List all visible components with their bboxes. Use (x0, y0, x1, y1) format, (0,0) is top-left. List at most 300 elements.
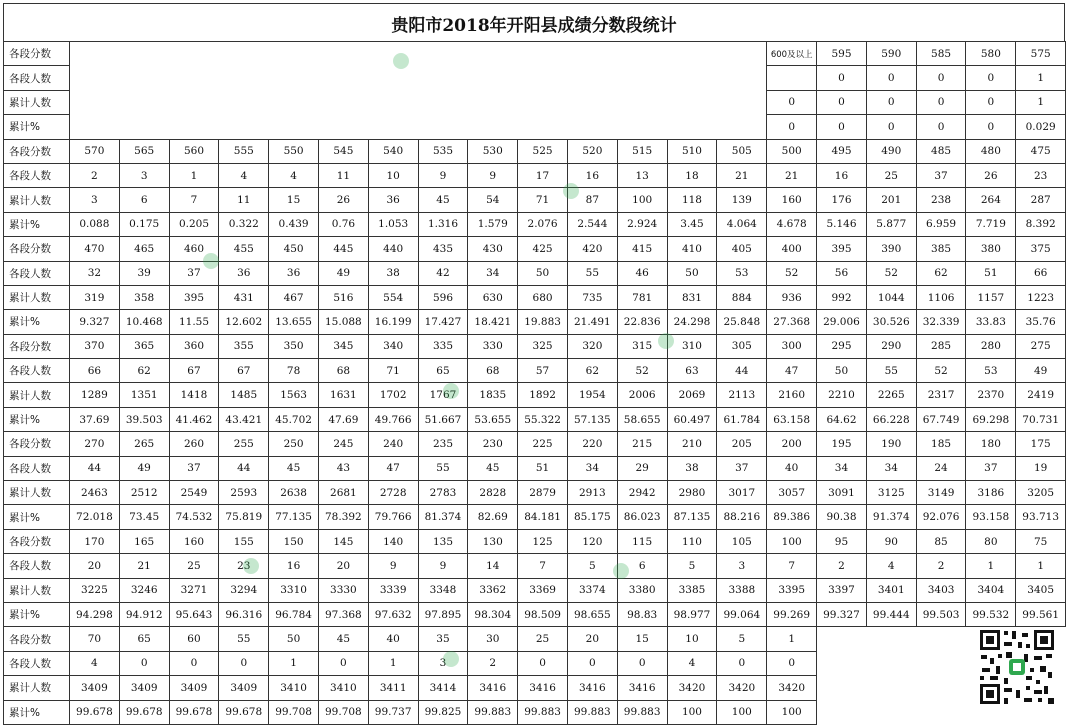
table-cell: 0 (119, 651, 169, 675)
table-cell: 0 (318, 651, 368, 675)
table-cell: 34 (468, 261, 518, 285)
table-cell: 34 (567, 456, 617, 480)
table-cell: 3125 (866, 481, 916, 505)
table-cell: 992 (817, 285, 867, 309)
table-cell: 100 (717, 700, 767, 724)
table-cell: 14 (468, 554, 518, 578)
table-cell: 32 (70, 261, 120, 285)
table-cell: 96.784 (269, 602, 319, 626)
table-cell: 99.678 (219, 700, 269, 724)
page-title: 贵阳市2018年开阳县成绩分数段统计 (3, 3, 1065, 42)
table-cell: 55 (567, 261, 617, 285)
table-cell: 17.427 (418, 310, 468, 334)
table-row (4, 407, 1066, 431)
table-cell: 99.883 (617, 700, 667, 724)
table-cell: 37.69 (70, 407, 120, 431)
table-cell: 50 (667, 261, 717, 285)
table-cell: 90 (866, 529, 916, 553)
table-cell: 3149 (916, 481, 966, 505)
table-cell: 350 (269, 334, 319, 358)
table-cell: 98.304 (468, 602, 518, 626)
table-cell: 320 (567, 334, 617, 358)
table-cell: 79.766 (368, 505, 418, 529)
table-cell: 51 (966, 261, 1016, 285)
table-cell: 100 (617, 188, 667, 212)
table-cell: 575 (1016, 42, 1066, 66)
table-cell: 11.55 (169, 310, 219, 334)
table-cell: 24.298 (667, 310, 717, 334)
table-cell: 7 (767, 554, 817, 578)
table-row (4, 310, 1066, 334)
table-cell: 4.064 (717, 212, 767, 236)
table-cell: 4 (70, 651, 120, 675)
row-label-cumpct: 累计% (4, 310, 70, 334)
table-cell: 115 (617, 529, 667, 553)
table-cell: 55 (866, 359, 916, 383)
table-cell: 2638 (269, 481, 319, 505)
table-cell: 375 (1016, 237, 1066, 261)
table-cell: 555 (219, 139, 269, 163)
table-cell: 510 (667, 139, 717, 163)
table-cell: 435 (418, 237, 468, 261)
table-cell: 0 (817, 90, 867, 114)
table-cell: 255 (219, 432, 269, 456)
table-cell: 2.076 (518, 212, 568, 236)
table-cell: 11 (318, 163, 368, 187)
row-label-cumpct: 累计% (4, 505, 70, 529)
table-cell: 145 (318, 529, 368, 553)
table-row (4, 456, 1066, 480)
table-cell: 380 (966, 237, 1016, 261)
table-row (4, 578, 1066, 602)
table-cell: 25 (866, 163, 916, 187)
table-cell: 3271 (169, 578, 219, 602)
table-cell: 87 (567, 188, 617, 212)
table-cell: 165 (119, 529, 169, 553)
table-cell: 67 (219, 359, 269, 383)
table-cell: 23 (1016, 163, 1066, 187)
table-cell: 3416 (468, 676, 518, 700)
table-cell: 560 (169, 139, 219, 163)
table-cell: 1157 (966, 285, 1016, 309)
table-cell: 43 (318, 456, 368, 480)
blank-area (70, 42, 767, 140)
table-cell: 9 (418, 163, 468, 187)
table-cell: 55 (219, 627, 269, 651)
table-cell: 3091 (817, 481, 867, 505)
table-cell: 3 (70, 188, 120, 212)
table-row (4, 383, 1066, 407)
table-cell: 30 (468, 627, 518, 651)
table-cell: 1 (269, 651, 319, 675)
table-cell: 135 (418, 529, 468, 553)
table-cell: 2113 (717, 383, 767, 407)
table-cell: 1954 (567, 383, 617, 407)
table-cell: 3186 (966, 481, 1016, 505)
table-cell: 37 (169, 456, 219, 480)
qr-code-icon (978, 628, 1056, 706)
table-cell: 52 (916, 359, 966, 383)
table-cell: 16 (269, 554, 319, 578)
table-cell: 400 (767, 237, 817, 261)
table-cell: 1 (169, 163, 219, 187)
table-cell: 97.632 (368, 602, 418, 626)
table-cell: 44 (219, 456, 269, 480)
table-cell: 52 (617, 359, 667, 383)
table-cell: 37 (717, 456, 767, 480)
table-row (4, 163, 1066, 187)
table-cell: 1.579 (468, 212, 518, 236)
table-cell: 781 (617, 285, 667, 309)
table-row (4, 188, 1066, 212)
table-cell: 18.421 (468, 310, 518, 334)
table-cell: 431 (219, 285, 269, 309)
table-cell: 99.678 (119, 700, 169, 724)
table-cell: 385 (916, 237, 966, 261)
table-row (4, 554, 1066, 578)
table-cell: 3414 (418, 676, 468, 700)
table-cell: 94.298 (70, 602, 120, 626)
table-cell: 360 (169, 334, 219, 358)
table-cell: 88.216 (717, 505, 767, 529)
table-cell: 305 (717, 334, 767, 358)
table-cell: 2681 (318, 481, 368, 505)
table-cell: 44 (70, 456, 120, 480)
table-cell: 3409 (219, 676, 269, 700)
table-cell: 51.667 (418, 407, 468, 431)
table-cell: 445 (318, 237, 368, 261)
table-cell: 596 (418, 285, 468, 309)
table-cell: 4 (667, 651, 717, 675)
table-cell: 63 (667, 359, 717, 383)
table-cell: 580 (966, 42, 1016, 66)
table-cell: 5 (717, 627, 767, 651)
table-cell: 395 (817, 237, 867, 261)
table-cell: 35.76 (1016, 310, 1066, 334)
table-row (4, 212, 1066, 236)
table-cell: 3420 (767, 676, 817, 700)
table-cell: 0 (866, 115, 916, 139)
table-cell: 3246 (119, 578, 169, 602)
table-cell: 4 (866, 554, 916, 578)
table-cell: 7 (169, 188, 219, 212)
table-cell: 2463 (70, 481, 120, 505)
table-row (4, 261, 1066, 285)
table-cell: 71 (368, 359, 418, 383)
table-cell: 92.076 (916, 505, 966, 529)
table-cell: 93.713 (1016, 505, 1066, 529)
table-cell: 884 (717, 285, 767, 309)
table-cell: 32.339 (916, 310, 966, 334)
table-cell: 565 (119, 139, 169, 163)
table-cell: 440 (368, 237, 418, 261)
table-cell: 2210 (817, 383, 867, 407)
table-cell: 2 (468, 651, 518, 675)
table-cell: 370 (70, 334, 120, 358)
table-cell: 65 (119, 627, 169, 651)
table-cell: 58.655 (617, 407, 667, 431)
row-label-cumcount: 累计人数 (4, 90, 70, 114)
table-cell: 240 (368, 432, 418, 456)
table-cell: 30.526 (866, 310, 916, 334)
table-cell: 735 (567, 285, 617, 309)
table-cell: 3369 (518, 578, 568, 602)
table-cell: 41.462 (169, 407, 219, 431)
table-cell: 5.146 (817, 212, 867, 236)
table-cell: 395 (169, 285, 219, 309)
table-cell: 3294 (219, 578, 269, 602)
table-cell: 235 (418, 432, 468, 456)
table-cell: 99.678 (169, 700, 219, 724)
table-cell: 52 (767, 261, 817, 285)
table-cell: 7.719 (966, 212, 1016, 236)
table-cell: 0.322 (219, 212, 269, 236)
table-cell: 475 (1016, 139, 1066, 163)
table-cell: 0 (916, 90, 966, 114)
table-cell: 0 (567, 651, 617, 675)
table-cell: 36 (269, 261, 319, 285)
table-cell: 3348 (418, 578, 468, 602)
table-cell: 2.924 (617, 212, 667, 236)
table-cell: 99.064 (717, 602, 767, 626)
table-cell: 5 (667, 554, 717, 578)
table-cell: 680 (518, 285, 568, 309)
table-cell: 21 (767, 163, 817, 187)
table-cell: 355 (219, 334, 269, 358)
table-cell: 90.38 (817, 505, 867, 529)
table-cell: 455 (219, 237, 269, 261)
table-cell: 3205 (1016, 481, 1066, 505)
table-cell: 99.883 (567, 700, 617, 724)
table-cell: 470 (70, 237, 120, 261)
table-cell: 495 (817, 139, 867, 163)
table-cell: 3310 (269, 578, 319, 602)
table-cell: 1702 (368, 383, 418, 407)
table-cell: 99.444 (866, 602, 916, 626)
table-cell: 110 (667, 529, 717, 553)
table-cell: 21 (717, 163, 767, 187)
table-cell: 3330 (318, 578, 368, 602)
table-cell: 6 (617, 554, 667, 578)
table-cell: 65 (418, 359, 468, 383)
table-cell: 215 (617, 432, 667, 456)
table-cell: 390 (866, 237, 916, 261)
table-cell: 520 (567, 139, 617, 163)
table-cell: 3225 (70, 578, 120, 602)
table-cell: 45 (269, 456, 319, 480)
table-cell: 1106 (916, 285, 966, 309)
table-cell: 180 (966, 432, 1016, 456)
table-cell: 77.135 (269, 505, 319, 529)
score-table (3, 41, 1066, 725)
table-cell: 485 (916, 139, 966, 163)
table-cell: 78.392 (318, 505, 368, 529)
table-cell: 99.327 (817, 602, 867, 626)
table-row (4, 139, 1066, 163)
table-cell (767, 66, 817, 90)
table-cell: 72.018 (70, 505, 120, 529)
table-cell: 3405 (1016, 578, 1066, 602)
table-cell: 100 (767, 700, 817, 724)
table-cell: 98.655 (567, 602, 617, 626)
table-cell: 3416 (518, 676, 568, 700)
row-label-cumcount: 累计人数 (4, 578, 70, 602)
table-cell: 19 (1016, 456, 1066, 480)
table-cell: 20 (70, 554, 120, 578)
table-cell: 60 (169, 627, 219, 651)
table-cell: 3339 (368, 578, 418, 602)
table-cell: 125 (518, 529, 568, 553)
table-cell: 27.368 (767, 310, 817, 334)
table-cell: 315 (617, 334, 667, 358)
table-cell: 160 (767, 188, 817, 212)
table-cell: 44 (717, 359, 767, 383)
table-cell: 57.135 (567, 407, 617, 431)
table-cell: 45 (318, 627, 368, 651)
table-cell: 40 (767, 456, 817, 480)
table-cell: 2 (817, 554, 867, 578)
table-cell: 0 (966, 90, 1016, 114)
table-cell: 238 (916, 188, 966, 212)
table-cell: 53 (717, 261, 767, 285)
table-cell: 45 (418, 188, 468, 212)
table-cell: 245 (318, 432, 368, 456)
table-cell: 15.088 (318, 310, 368, 334)
table-cell: 2980 (667, 481, 717, 505)
table-cell: 1.053 (368, 212, 418, 236)
table-cell: 1223 (1016, 285, 1066, 309)
table-cell: 50 (518, 261, 568, 285)
row-label-score: 各段分数 (4, 334, 70, 358)
table-cell: 2.544 (567, 212, 617, 236)
table-cell: 516 (318, 285, 368, 309)
table-cell: 450 (269, 237, 319, 261)
table-cell: 0.76 (318, 212, 368, 236)
table-cell: 2419 (1016, 383, 1066, 407)
table-row (4, 432, 1066, 456)
table-cell: 24 (916, 456, 966, 480)
table-cell: 50 (269, 627, 319, 651)
table-cell: 85 (916, 529, 966, 553)
table-cell: 1 (1016, 66, 1066, 90)
table-cell: 47 (767, 359, 817, 383)
table-cell: 21 (119, 554, 169, 578)
table-cell: 95.643 (169, 602, 219, 626)
table-cell: 98.509 (518, 602, 568, 626)
table-cell: 66 (1016, 261, 1066, 285)
table-row (4, 359, 1066, 383)
row-label-score: 各段分数 (4, 237, 70, 261)
table-cell: 36 (368, 188, 418, 212)
table-cell: 10 (368, 163, 418, 187)
table-cell: 62 (916, 261, 966, 285)
table-cell: 93.158 (966, 505, 1016, 529)
table-cell: 0 (916, 115, 966, 139)
table-cell: 330 (468, 334, 518, 358)
table-cell: 94.912 (119, 602, 169, 626)
table-cell: 33.83 (966, 310, 1016, 334)
table-cell: 6.959 (916, 212, 966, 236)
table-cell: 185 (916, 432, 966, 456)
table-cell: 265 (119, 432, 169, 456)
table-cell: 23 (219, 554, 269, 578)
table-cell: 3416 (617, 676, 667, 700)
table-cell: 68 (318, 359, 368, 383)
table-cell: 42 (418, 261, 468, 285)
table-cell: 3 (717, 554, 767, 578)
table-cell: 205 (717, 432, 767, 456)
table-cell: 2 (916, 554, 966, 578)
table-cell: 12.602 (219, 310, 269, 334)
table-cell: 57 (518, 359, 568, 383)
table-cell: 99.561 (1016, 602, 1066, 626)
row-label-cumcount: 累计人数 (4, 676, 70, 700)
table-cell: 3362 (468, 578, 518, 602)
table-cell: 54 (468, 188, 518, 212)
table-cell: 97.368 (318, 602, 368, 626)
table-cell: 3410 (269, 676, 319, 700)
table-cell: 325 (518, 334, 568, 358)
table-cell: 130 (468, 529, 518, 553)
table-cell: 264 (966, 188, 1016, 212)
table-cell: 1835 (468, 383, 518, 407)
table-cell: 505 (717, 139, 767, 163)
table-row (4, 481, 1066, 505)
table-cell: 49.766 (368, 407, 418, 431)
table-cell: 16 (817, 163, 867, 187)
table-row (4, 334, 1066, 358)
table-cell: 1044 (866, 285, 916, 309)
table-cell: 96.316 (219, 602, 269, 626)
table-row (4, 627, 1066, 651)
table-cell: 40 (368, 627, 418, 651)
table-cell: 3401 (866, 578, 916, 602)
table-cell: 99.678 (70, 700, 120, 724)
table-cell: 51 (518, 456, 568, 480)
table-cell: 25 (169, 554, 219, 578)
table-cell: 554 (368, 285, 418, 309)
table-cell: 490 (866, 139, 916, 163)
table-cell: 2783 (418, 481, 468, 505)
table-cell: 61.784 (717, 407, 767, 431)
table-cell: 3410 (318, 676, 368, 700)
table-cell: 74.532 (169, 505, 219, 529)
table-cell: 1289 (70, 383, 120, 407)
row-label-count: 各段人数 (4, 66, 70, 90)
table-cell: 66 (70, 359, 120, 383)
table-cell: 118 (667, 188, 717, 212)
table-cell: 15 (617, 627, 667, 651)
table-cell: 99.883 (468, 700, 518, 724)
table-cell: 99.503 (916, 602, 966, 626)
table-cell: 0 (617, 651, 667, 675)
table-cell: 53 (966, 359, 1016, 383)
table-cell: 0 (767, 90, 817, 114)
table-cell: 0 (219, 651, 269, 675)
table-cell: 550 (269, 139, 319, 163)
table-cell: 2512 (119, 481, 169, 505)
table-cell: 1 (368, 651, 418, 675)
table-cell: 0 (966, 115, 1016, 139)
table-cell: 2370 (966, 383, 1016, 407)
table-cell: 430 (468, 237, 518, 261)
table-cell: 1351 (119, 383, 169, 407)
table-cell: 86.023 (617, 505, 667, 529)
table-cell: 3409 (70, 676, 120, 700)
table-cell: 70 (70, 627, 120, 651)
table-cell: 2549 (169, 481, 219, 505)
table-cell: 99.883 (518, 700, 568, 724)
